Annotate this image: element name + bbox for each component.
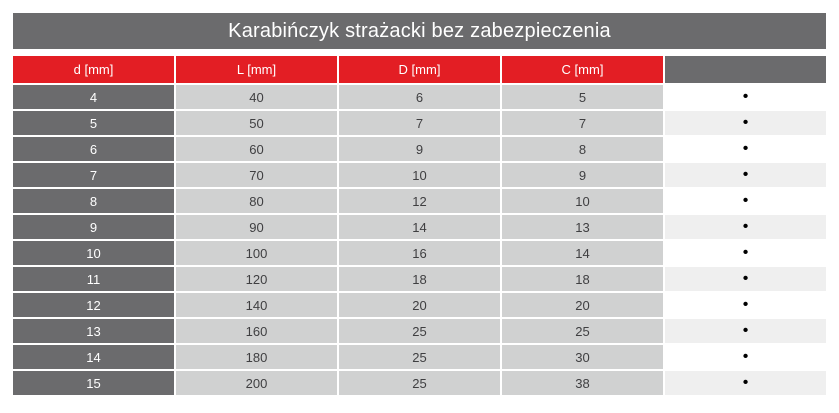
table-row	[13, 163, 826, 187]
cell-d: 8	[13, 189, 174, 213]
cell-availability	[665, 293, 826, 317]
cell-D: 9	[339, 137, 500, 161]
cell-C: 7	[502, 111, 663, 135]
cell-d: 14	[13, 345, 174, 369]
cell-D: 25	[339, 345, 500, 369]
cell-availability	[665, 319, 826, 343]
cell-L: 40	[176, 85, 337, 109]
table-row	[13, 345, 826, 369]
table-row	[13, 137, 826, 161]
table-row	[13, 215, 826, 239]
cell-availability	[665, 267, 826, 291]
cell-d: 4	[13, 85, 174, 109]
table-title: Karabińczyk strażacki bez zabezpieczenia	[13, 13, 826, 49]
bullet-icon: •	[742, 348, 749, 365]
bullet-icon: •	[742, 140, 749, 157]
cell-D: 12	[339, 189, 500, 213]
cell-D: 10	[339, 163, 500, 187]
cell-L: 80	[176, 189, 337, 213]
table-row	[13, 85, 826, 109]
bullet-icon: •	[742, 218, 749, 235]
cell-d: 9	[13, 215, 174, 239]
table-row	[13, 267, 826, 291]
cell-D: 7	[339, 111, 500, 135]
cell-C: 38	[502, 371, 663, 395]
cell-L: 90	[176, 215, 337, 239]
cell-D: 20	[339, 293, 500, 317]
cell-L: 140	[176, 293, 337, 317]
column-header-d: d [mm]	[13, 56, 174, 83]
column-header-D: D [mm]	[339, 56, 500, 83]
cell-L: 70	[176, 163, 337, 187]
cell-availability	[665, 345, 826, 369]
cell-d: 6	[13, 137, 174, 161]
cell-D: 14	[339, 215, 500, 239]
column-header-empty	[665, 56, 826, 83]
bullet-icon: •	[742, 166, 749, 183]
cell-d: 12	[13, 293, 174, 317]
cell-C: 30	[502, 345, 663, 369]
table-row	[13, 371, 826, 395]
cell-C: 10	[502, 189, 663, 213]
cell-C: 20	[502, 293, 663, 317]
cell-availability	[665, 241, 826, 265]
table-row	[13, 241, 826, 265]
cell-availability	[665, 137, 826, 161]
cell-availability	[665, 163, 826, 187]
cell-C: 5	[502, 85, 663, 109]
cell-L: 50	[176, 111, 337, 135]
cell-d: 13	[13, 319, 174, 343]
table-row	[13, 293, 826, 317]
cell-D: 25	[339, 319, 500, 343]
column-header-C: C [mm]	[502, 56, 663, 83]
cell-L: 120	[176, 267, 337, 291]
cell-d: 10	[13, 241, 174, 265]
cell-D: 25	[339, 371, 500, 395]
cell-L: 180	[176, 345, 337, 369]
cell-availability	[665, 371, 826, 395]
cell-C: 13	[502, 215, 663, 239]
column-header-L: L [mm]	[176, 56, 337, 83]
bullet-icon: •	[742, 270, 749, 287]
cell-d: 5	[13, 111, 174, 135]
cell-D: 6	[339, 85, 500, 109]
table-row	[13, 319, 826, 343]
cell-availability	[665, 215, 826, 239]
bullet-icon: •	[742, 296, 749, 313]
cell-availability	[665, 85, 826, 109]
bullet-icon: •	[742, 244, 749, 261]
cell-L: 160	[176, 319, 337, 343]
cell-d: 15	[13, 371, 174, 395]
table-header-row	[13, 56, 826, 83]
cell-C: 14	[502, 241, 663, 265]
cell-L: 200	[176, 371, 337, 395]
table-row	[13, 189, 826, 213]
bullet-icon: •	[742, 322, 749, 339]
cell-C: 18	[502, 267, 663, 291]
cell-C: 9	[502, 163, 663, 187]
bullet-icon: •	[742, 88, 749, 105]
cell-d: 7	[13, 163, 174, 187]
cell-C: 8	[502, 137, 663, 161]
cell-D: 16	[339, 241, 500, 265]
cell-availability	[665, 111, 826, 135]
cell-D: 18	[339, 267, 500, 291]
table-row	[13, 111, 826, 135]
bullet-icon: •	[742, 114, 749, 131]
table-body	[13, 85, 826, 395]
bullet-icon: •	[742, 374, 749, 391]
bullet-icon: •	[742, 192, 749, 209]
cell-C: 25	[502, 319, 663, 343]
cell-L: 60	[176, 137, 337, 161]
cell-availability	[665, 189, 826, 213]
cell-L: 100	[176, 241, 337, 265]
spec-table	[13, 13, 826, 395]
cell-d: 11	[13, 267, 174, 291]
